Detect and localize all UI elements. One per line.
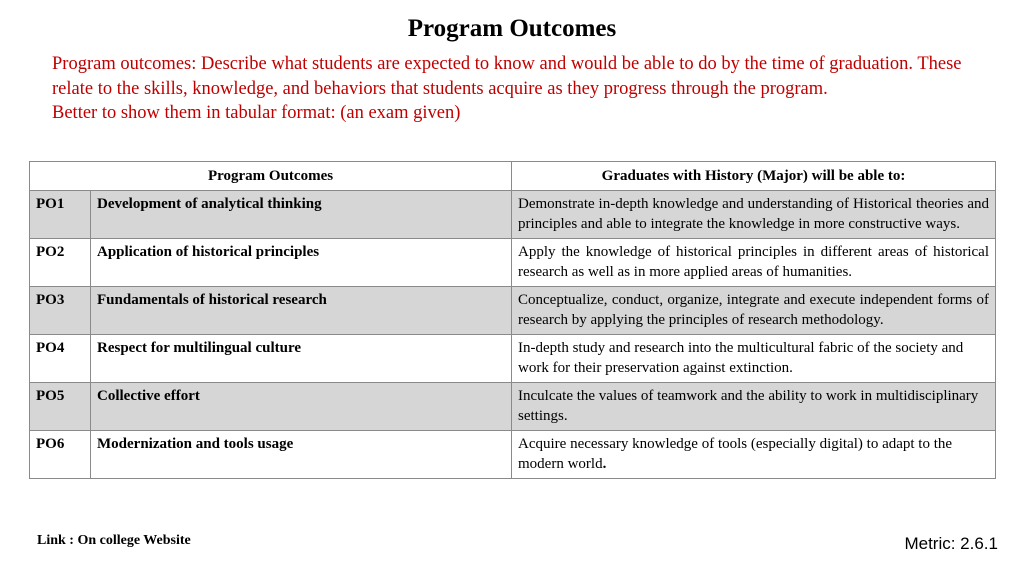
page-title: Program Outcomes xyxy=(407,15,617,42)
row-code: PO4 xyxy=(30,334,91,382)
row-outcome: Fundamentals of historical research xyxy=(91,286,512,334)
metric-label: Metric: 2.6.1 xyxy=(904,534,998,553)
table-row xyxy=(30,382,996,430)
row-description xyxy=(512,430,996,478)
header-graduates: Graduates with History (Major) will be able to: xyxy=(512,162,996,191)
row-description-text: Acquire necessary knowledge of tools (especially digital) to adapt to the modern world xyxy=(518,435,953,472)
row-outcome: Modernization and tools usage xyxy=(91,430,512,478)
row-outcome: Collective effort xyxy=(91,382,512,430)
intro-description: Program outcomes: Describe what students are expected to know and would be able to do by the time of graduation. These relate to the skills, knowledge, and behaviors that students acquire as they progress through the program. xyxy=(52,54,962,99)
row-outcome: Development of analytical thinking xyxy=(91,190,512,238)
table-row xyxy=(30,430,996,478)
intro-text xyxy=(52,52,982,126)
row-description-end: . xyxy=(602,456,607,472)
table-row xyxy=(30,238,996,286)
program-outcomes-table xyxy=(29,161,996,479)
row-code: PO5 xyxy=(30,382,91,430)
college-website-link[interactable]: Link : On college Website xyxy=(37,533,191,548)
row-description: Conceptualize, conduct, organize, integrate and execute independent forms of research by applying the principles of research methodology. xyxy=(512,286,996,334)
row-outcome: Application of historical principles xyxy=(91,238,512,286)
table-row xyxy=(30,190,996,238)
row-description: Inculcate the values of teamwork and the ability to work in multidisciplinary settings. xyxy=(512,382,996,430)
intro-note: Better to show them in tabular format: (an exam given) xyxy=(52,103,461,123)
row-description: Apply the knowledge of historical principles in different areas of historical research as well as in more applied areas of humanities. xyxy=(512,238,996,286)
row-code: PO6 xyxy=(30,430,91,478)
row-description: Demonstrate in-depth knowledge and understanding of Historical theories and principles and able to integrate the knowledge in more constructive ways. xyxy=(512,190,996,238)
header-program-outcomes: Program Outcomes xyxy=(30,162,512,191)
row-description: In-depth study and research into the multicultural fabric of the society and work for their preservation against extinction. xyxy=(512,334,996,382)
row-code: PO1 xyxy=(30,190,91,238)
table-row xyxy=(30,286,996,334)
row-code: PO3 xyxy=(30,286,91,334)
row-outcome: Respect for multilingual culture xyxy=(91,334,512,382)
table-header-row xyxy=(30,162,996,191)
table-row xyxy=(30,334,996,382)
row-code: PO2 xyxy=(30,238,91,286)
